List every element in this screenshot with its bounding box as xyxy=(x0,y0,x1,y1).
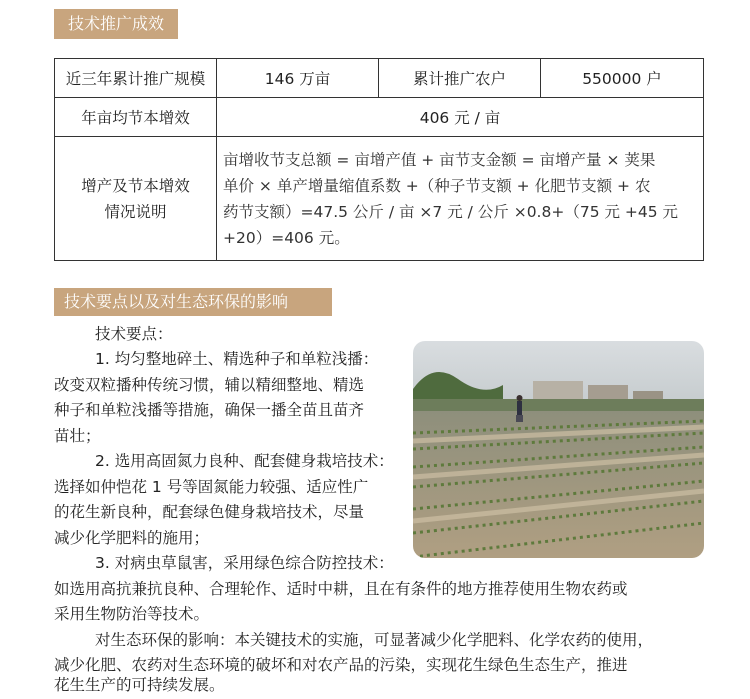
text-line: 改变双粒播种传统习惯，辅以精细整地、精选 xyxy=(54,376,365,394)
section-title-tech-points: 技术要点以及对生态环保的影响 xyxy=(54,288,332,316)
label-benefit: 年亩均节本增效 xyxy=(55,98,217,137)
text-line: 选择如仲恺花 1 号等固氮能力较强、适应性广 xyxy=(54,478,369,496)
label-farmers: 累计推广农户 xyxy=(379,59,541,98)
value-scale: 146 万亩 xyxy=(217,59,379,98)
text-line: 3. 对病虫草鼠害，采用绿色综合防控技术： xyxy=(95,554,394,572)
text-line: 减少化学肥料的施用； xyxy=(54,529,210,547)
text-line: 1. 均匀整地碎土、精选种子和单粒浅播： xyxy=(95,350,379,368)
label-scale: 近三年累计推广规模 xyxy=(55,59,217,98)
peanut-field-photo xyxy=(413,341,704,558)
table-row xyxy=(55,137,704,261)
text-line: 对生态环保的影响：本关键技术的实施，可显著减少化学肥料、化学农药的使用， xyxy=(95,631,654,649)
label-explanation xyxy=(55,137,217,261)
explanation-line: +20）=406 元。 xyxy=(223,228,350,247)
text-line: 2. 选用高固氮力良种、配套健身栽培技术： xyxy=(95,452,394,470)
value-benefit: 406 元 / 亩 xyxy=(217,98,704,137)
text-line: 的花生新良种，配套绿色健身栽培技术，尽量 xyxy=(54,503,365,521)
text-line: 花生生产的可持续发展。 xyxy=(54,676,225,694)
explanation-line: 亩增收节支总额 = 亩增产值 + 亩节支金额 = 亩增产量 × 荚果 xyxy=(223,150,656,169)
explanation-text xyxy=(217,137,704,261)
table-row xyxy=(55,98,704,137)
table-row xyxy=(55,59,704,98)
explanation-line: 药节支额）=47.5 公斤 / 亩 ×7 元 / 公斤 ×0.8+（75 元 +45 元 xyxy=(223,202,679,221)
promotion-stats-table xyxy=(54,58,704,261)
value-farmers: 550000 户 xyxy=(541,59,704,98)
label-explanation-line2: 情况说明 xyxy=(104,202,167,221)
label-explanation-line1: 增产及节本增效 xyxy=(81,176,190,195)
text-line: 技术要点： xyxy=(95,325,173,343)
text-line: 采用生物防治等技术。 xyxy=(54,605,210,623)
section-title-promotion-results: 技术推广成效 xyxy=(54,9,178,39)
text-line: 种子和单粒浅播等措施，确保一播全苗且苗齐 xyxy=(54,401,365,419)
text-line: 减少化肥、农药对生态环境的破坏和对农产品的污染，实现花生绿色生态生产，推进 xyxy=(54,656,628,674)
explanation-line: 单价 × 单产增量缩值系数 +（种子节支额 + 化肥节支额 + 农 xyxy=(223,176,651,195)
text-line: 苗壮； xyxy=(54,427,101,445)
text-line: 如选用高抗兼抗良种、合理轮作、适时中耕，且在有条件的地方推荐使用生物农药或 xyxy=(54,580,628,598)
